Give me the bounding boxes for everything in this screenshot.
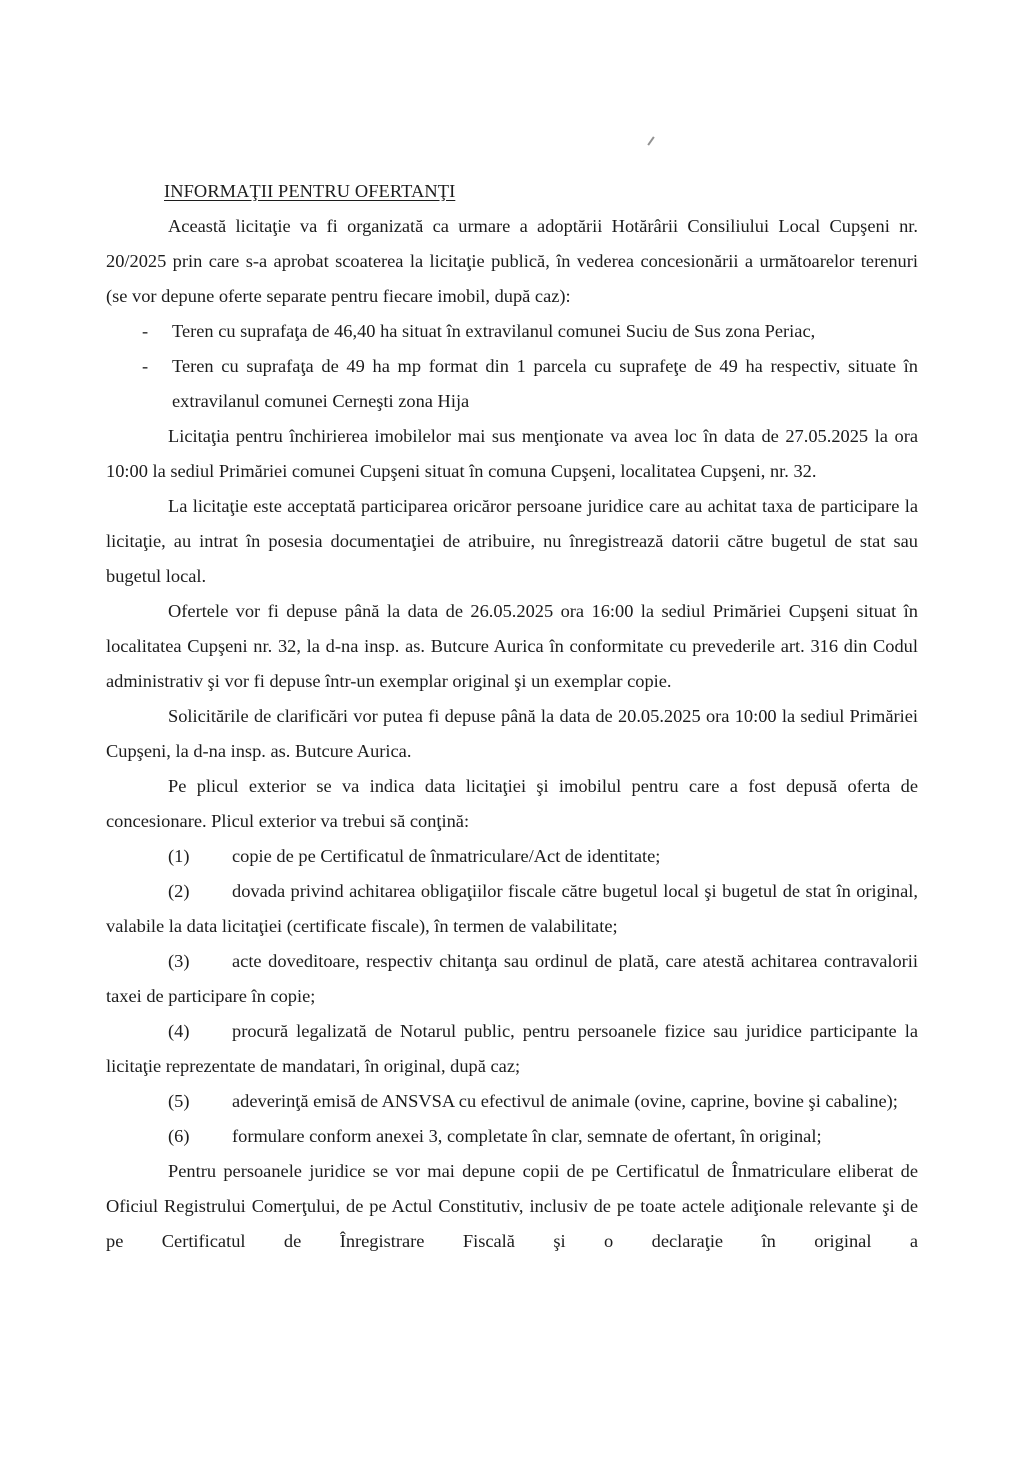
item-number: (6) [168, 1126, 190, 1146]
numbered-list-item [106, 1014, 918, 1084]
numbered-list-item [106, 1084, 918, 1119]
dash-list-item [106, 314, 918, 349]
envelope-paragraph: Pe plicul exterior se va indica data licitaţiei şi imobilul pentru care a fost depusă oferta de concesionare. Plicul exterior va trebui să conţină: [106, 776, 918, 831]
item-number: (1) [168, 846, 190, 866]
item-text: dovada privind achitarea obligaţiilor fiscale către bugetul local şi bugetul de stat în original, valabile la data licitaţiei (certificate fiscale), în termen de valabilitate; [106, 881, 918, 936]
intro-paragraph: Această licitaţie va fi organizată ca urmare a adoptării Hotărârii Consiliului Local Cupşeni nr. 20/2025 prin care s-a aprobat scoaterea la licitaţie publică, în vederea concesionării a următoarelor terenuri (se vor depune oferte separate pentru fiecare imobil, după caz): [106, 216, 918, 306]
dash-item-text: Teren cu suprafaţa de 46,40 ha situat în extravilanul comunei Suciu de Sus zona Periac, [172, 321, 816, 341]
item-text: adeverinţă emisă de ANSVSA cu efectivul de animale (ovine, caprine, bovine şi cabaline); [232, 1091, 898, 1111]
participation-paragraph: La licitaţie este acceptată participarea oricăror persoane juridice care au achitat taxa de participare la licitaţie, au intrat în posesia documentaţiei de atribuire, nu înregistrează datorii către bugetul de stat sau bugetul local. [106, 496, 918, 586]
item-number: (2) [168, 881, 190, 901]
item-number: (4) [168, 1021, 190, 1041]
offer-deadline-paragraph: Ofertele vor fi depuse până la data de 26.05.2025 ora 16:00 la sediul Primăriei Cupşeni situat în localitatea Cupşeni nr. 32, la d-na insp. as. Butcure Aurica în conformitate cu prevederile art. 316 din Codul administrativ şi vor fi depuse într-un exemplar original şi un exemplar copie. [106, 601, 918, 691]
document-body [106, 174, 918, 1259]
item-text: procură legalizată de Notarul public, pentru persoanele fizice sau juridice participante la licitaţie reprezentate de mandatari, în original, după caz; [106, 1021, 918, 1076]
clarifications-paragraph: Solicitările de clarificări vor putea fi depuse până la data de 20.05.2025 ora 10:00 la sediul Primăriei Cupşeni, la d-na insp. as. Butcure Aurica. [106, 706, 918, 761]
numbered-list-item [106, 1119, 918, 1154]
item-number: (3) [168, 951, 190, 971]
document-title: INFORMAŢII PENTRU OFERTANŢI [164, 181, 456, 201]
dash-list-item [106, 349, 918, 419]
pen-mark [647, 136, 654, 145]
closing-paragraph: Pentru persoanele juridice se vor mai depune copii de pe Certificatul de Înmatriculare eliberat de Oficiul Registrului Comerţului, de pe Actul Constitutiv, inclusiv de pe toate actele adiţionale relevante şi de pe Certificatul de Înregistrare Fiscală şi o declaraţie în original a [106, 1161, 918, 1251]
dash-marker: - [142, 321, 149, 341]
dash-marker: - [142, 356, 149, 376]
numbered-list-item [106, 944, 918, 1014]
item-text: formulare conform anexei 3, completate în clar, semnate de ofertant, în original; [232, 1126, 822, 1146]
auction-date-paragraph: Licitaţia pentru închirierea imobilelor mai sus menţionate va avea loc în data de 27.05.2025 la ora 10:00 la sediul Primăriei comunei Cupşeni situat în comuna Cupşeni, localitatea Cupşeni, nr. 32. [106, 426, 918, 481]
item-number: (5) [168, 1091, 190, 1111]
item-text: copie de pe Certificatul de înmatriculare/Act de identitate; [232, 846, 661, 866]
item-text: acte doveditoare, respectiv chitanţa sau ordinul de plată, care atestă achitarea contravalorii taxei de participare în copie; [106, 951, 918, 1006]
dash-item-text: Teren cu suprafaţa de 49 ha mp format din 1 parcela cu suprafeţe de 49 ha respectiv, situate în extravilanul comunei Cerneşti zona Hija [172, 356, 918, 411]
numbered-list-item [106, 874, 918, 944]
numbered-list-item [106, 839, 918, 874]
